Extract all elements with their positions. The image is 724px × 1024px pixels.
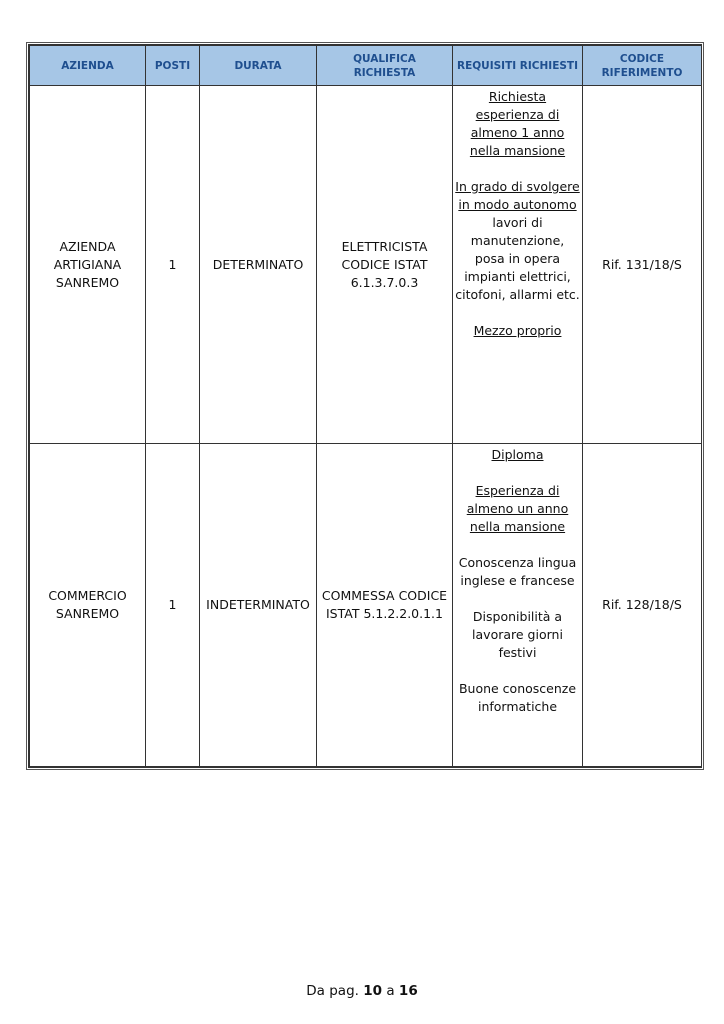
page-label: Da pag.	[306, 983, 359, 999]
cell-codice: Rif. 131/18/S	[583, 86, 702, 444]
requirement-underlined: Mezzo proprio	[473, 323, 562, 338]
cell-azienda: COMMERCIO SANREMO	[30, 444, 146, 767]
table-header-row	[30, 46, 702, 86]
header-codice: CODICE RIFERIMENTO	[583, 46, 702, 86]
requirement-text: Disponibilità a lavorare giorni festivi	[472, 609, 563, 660]
table-row	[30, 86, 702, 444]
page-footer	[0, 983, 724, 999]
requirement-item	[455, 178, 580, 304]
requirement-item	[455, 322, 580, 340]
cell-posti: 1	[146, 444, 200, 767]
header-durata: DURATA	[200, 46, 317, 86]
header-requisiti: REQUISITI RICHIESTI	[453, 46, 583, 86]
total-pages-number: 16	[398, 983, 418, 999]
table-row	[30, 444, 702, 767]
header-azienda: AZIENDA	[30, 46, 146, 86]
cell-qualifica: COMMESSA CODICE ISTAT 5.1.2.2.0.1.1	[317, 444, 453, 767]
page-separator: a	[386, 983, 395, 999]
requirement-item	[455, 88, 580, 160]
job-offers-table	[29, 45, 702, 767]
cell-requisiti	[453, 86, 583, 444]
requirement-underlined: Richiesta esperienza di almeno 1 anno nella mansione	[469, 89, 566, 158]
requirement-text: Conoscenza lingua inglese e francese	[458, 555, 577, 588]
cell-qualifica: ELETTRICISTA CODICE ISTAT 6.1.3.7.0.3	[317, 86, 453, 444]
header-qualifica: QUALIFICA RICHIESTA	[317, 46, 453, 86]
cell-requisiti	[453, 444, 583, 767]
requirement-text: lavori di manutenzione, posa in opera impianti elettrici, citofoni, allarmi etc.	[455, 215, 580, 302]
requirement-item	[455, 446, 580, 464]
requirement-item	[455, 608, 580, 662]
current-page-number: 10	[363, 983, 383, 999]
cell-codice: Rif. 128/18/S	[583, 444, 702, 767]
job-offers-table-frame	[28, 44, 702, 768]
cell-durata: DETERMINATO	[200, 86, 317, 444]
requirement-text: Buone conoscenze informatiche	[458, 681, 577, 714]
cell-durata: INDETERMINATO	[200, 444, 317, 767]
requirement-item	[455, 482, 580, 536]
header-posti: POSTI	[146, 46, 200, 86]
requirement-underlined: Diploma	[491, 447, 544, 462]
cell-azienda: AZIENDA ARTIGIANA SANREMO	[30, 86, 146, 444]
requirement-underlined: In grado di svolgere in modo autonomo	[455, 179, 580, 212]
requirement-item	[455, 554, 580, 590]
requirement-item	[455, 680, 580, 716]
requirement-underlined: Esperienza di almeno un anno nella mansione	[466, 483, 569, 534]
cell-posti: 1	[146, 86, 200, 444]
